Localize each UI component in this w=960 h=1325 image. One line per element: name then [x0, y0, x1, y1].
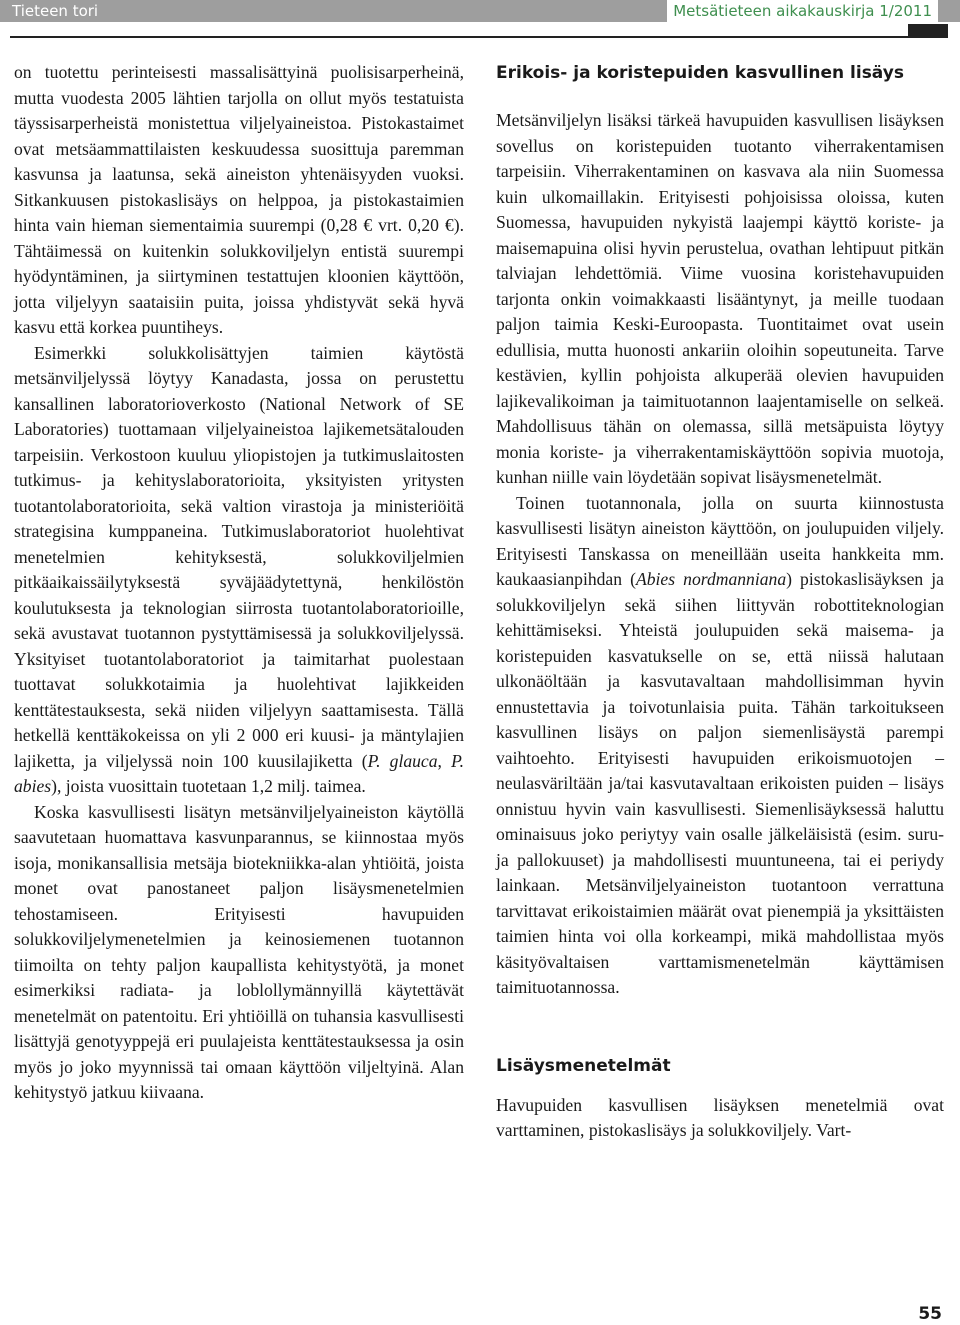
section-label: Tieteen tori	[12, 2, 99, 20]
header-bar	[0, 0, 960, 22]
journal-title: Metsätieteen aikakauskirja 1/2011	[667, 0, 938, 22]
right-column	[496, 60, 944, 1144]
header-rule	[10, 36, 948, 38]
species-name-nordmanniana: Abies nordmanniana	[635, 569, 787, 589]
left-paragraph-1: on tuotettu perinteisesti massalisättyinä puolisisarperheinä, mutta vuodesta 2005 lähtien tarjolla on ollut myös testatuista täyssisarperheistä monistettua viljelyaineistoa. Pistokastaimet ovat metsäammattilaisten keskuudessa suosittuja paremman kasvunsa ja laatunsa, sekä aineiston yhtenäisyyden vuoksi. Sitkankuusen pistokaslisäys on helppoa, ja pistokastaimien hinta vain hieman siementaimia suurempi (0,28 € vrt. 0,20 €). Tähtäimessä on kuitenkin solukkoviljelyn entistä suurempi hyödyntäminen, ja siirtyminen testattujen kloonien käyttöön, jotta viljelyyn saataisiin puita, joissa yhdistyvät sekä hyvä kasvu että korkea puuntiheys.	[14, 62, 464, 337]
page-number: 55	[918, 1304, 942, 1324]
species-name-abies: P. abies	[14, 750, 464, 796]
left-paragraph-2	[14, 341, 464, 800]
right-paragraph-3: Havupuiden kasvullisen lisäyksen menetelmiä ovat varttaminen, pistokaslisäys ja solukkoviljely. Vart-	[496, 1094, 944, 1140]
left-paragraph-3: Koska kasvullisesti lisätyn metsänviljelyaineiston käytöllä saavutetaan huomattava kasvunparannus, se kiinnostaa myös isoja, monikansallisia metsäja biotekniikka-alan yhtiöitä, joista monet ovat panostaneet paljon lisäysmenetelmien tehostamiseen. Erityisesti havupuiden solukkoviljelymenetelmien ja keinosiemenen tuotannon tiimoilta on tehty paljon kaupallista kehitystyötä, ja monet esimerkiksi radiata- ja loblollymännyillä käytettävät menetelmät on patentoitu. Eri yhtiöillä on tuhansia kasvullisesti lisättyjä genotyyppejä eri puulajeista kenttätestauksessa ja osin myös jo joko myynnissä tai omaan käyttöön viljeltyinä. Alan kehitystyö jatkuu kiivaana.	[14, 801, 464, 1102]
right-paragraph-2-text-b: ) pistokaslisäyksen ja solukkoviljelyn sekä siihen liittyvän robottiteknologian kehittämiseksi. Yhteistä joulupuiden sekä maisema- ja koristepuiden kasvatukselle on se, että niissä halutaan ulkonäöltään ja kasvutavaltaan mahdollisimman hyvin ennustettavia ja toivotunlaisia puita. Tähän tarkoitukseen kasvullinen lisäys on paljon siemenlisäystä parempi vaihtoehto. Erityisesti havupuiden erikoismuotojen – neulasväriltään ja/tai kasvutavaltaan erikoisten puiden – lisäys onnistuu hyvin vain kasvullisesti. Siemenlisäyksessä haluttu ominaisuus joko periytyy vain osalle jälkeläisistä (esim. suru- ja pallokuuset) ja mahdollisesti muuntuneena, tai ei periydy lainkaan. Metsänviljelyaineiston tuotantoon verrattuna tarvittavat erikoistaimien määrät ovat pienempiä ja yksittäisten taimien hinta voi olla korkeampi, mikä mahdollistaa myös käsityövaltaisen varttamismenetelmän käyttämisen taimituotannossa.	[496, 569, 944, 997]
species-separator: ,	[437, 750, 452, 771]
section-heading-ornamental: Erikois- ja koristepuiden kasvullinen lisäys	[496, 63, 904, 83]
right-paragraph-2-text-a: Toinen tuotannonala, jolla on suurta kiinnostusta kasvullisesti lisätyn aineiston käyttöön, on joulupuiden viljely. Erityisesti Tanskassa on meneillään useita hankkeita mm. kaukaasianpihdan (	[496, 492, 944, 589]
left-column	[14, 60, 464, 1106]
header-rule-mark	[908, 24, 948, 38]
left-paragraph-2-text-b: ), joista vuosittain tuotetaan 1,2 milj. taimea.	[51, 776, 366, 796]
section-heading-methods: Lisäysmenetelmät	[496, 1055, 671, 1076]
right-paragraph-1: Metsänviljelyn lisäksi tärkeä havupuiden kasvullisen lisäyksen sovellus on koristepuiden tuotanto viherrakentamisen tarpeisiin. Viherrakentaminen on kasvava ala niin Suomessa kuin ulkomaillakin. Erityisesti pohjoisissa oloissa, kuten Suomessa, havupuiden nykyistä laajempi käyttö koriste- ja maisemapuina olisi hyvin perustelua, ovathan lehtipuut pitkän talviajan lehdettömiä. Viime vuosina koristehavupuiden tarjonta onkin voimakkaasti lisääntynyt, ja meille tuodaan paljon taimia Keski-Euroopasta. Tuontitaimet ovat usein edullisia, mutta huonosti ankariin oloihin sopeutuneita. Tarve kestävien, kyllin pohjoista alkuperää olevien havupuiden lajikevalikoiman ja taimituotannon laajentamiselle on selkeä. Mahdollisuus tähän on olemassa, sillä metsäpuista löytyy monia koriste- ja viherrakentamiskäyttöön sopivia muotoja, kunhan niille vain löydetään sopivat lisäysmenetelmät.	[496, 110, 944, 487]
right-paragraph-2	[496, 491, 944, 1001]
species-name-glauca: P. glauca	[367, 750, 438, 771]
left-paragraph-2-text-a: Esimerkki solukkolisättyjen taimien käytöstä metsänviljelyssä löytyy Kanadasta, jossa on perustettu kansallinen laboratorioverkosto (National Network of SE Laboratories) tuottamaan viljelyaineistoa lajikemetsätalouden tarpeisiin. Verkostoon kuuluu yliopistojen ja tutkimuslaitosten tutkimus- ja kehityslaboratorioita, yksityisten yritysten tuotantolaboratorioita, sekä valtion virastoja ja ministeriöitä strategisina kumppaneina. Tutkimuslaboratoriot huolehtivat menetelmien kehityksestä, solukkoviljelmien pitkäaikaissäilytyksestä syväjäädytettynä, henkilöstön koulutuksesta ja teknologian siirrosta tuotantolaboratorioille, sekä avustavat tuotannon pystyttämisessä ja solukkoviljelyssä. Yksityiset tuotantolaboratoriot ja taimitarhat puolestaan tuottavat solukkotaimia ja huolehtivat lajikkeiden kenttätestauksesta, sekä niiden viljelyyn saattamisesta. Tällä hetkellä kenttäkokeissa on yli 2 000 eri kuusi- ja mäntylajien lajiketta, ja viljelyssä noin 100 kuusilajiketta (	[14, 342, 464, 771]
